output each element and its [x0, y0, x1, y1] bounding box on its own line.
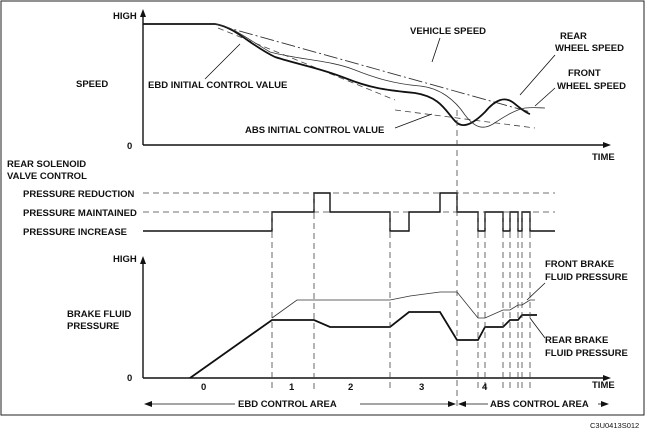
- pressure-graph: [67, 254, 628, 391]
- pressure-time-label: TIME: [592, 380, 615, 391]
- abs-initial-label: ABS INITIAL CONTROL VALUE: [245, 125, 385, 136]
- control-areas: [144, 399, 609, 410]
- solenoid-graph: [7, 159, 555, 238]
- speed-x-arrow: [603, 142, 611, 148]
- ebd-initial-leader: [205, 44, 240, 79]
- solenoid-label-1: REAR SOLENOID: [7, 159, 87, 170]
- abs-area-arrowhead-left: [458, 401, 466, 407]
- pressure-high-label: HIGH: [113, 254, 137, 265]
- speed-zero-label: 0: [127, 141, 133, 152]
- front-wheel-speed-label-2: WHEEL SPEED: [557, 81, 626, 92]
- front-wheel-speed-curve: [215, 24, 545, 127]
- ebd-area-label: EBD CONTROL AREA: [238, 399, 337, 410]
- phase-1-label: 1: [289, 382, 295, 393]
- ebd-initial-label: EBD INITIAL CONTROL VALUE: [148, 80, 288, 91]
- rear-wheel-speed-leader: [520, 55, 555, 95]
- phase-3-label: 3: [419, 382, 425, 393]
- ebd-area-arrowhead-right: [448, 401, 456, 407]
- front-brake-label-2: FLUID PRESSURE: [545, 272, 628, 283]
- rear-wheel-speed-label-1: REAR: [560, 31, 587, 42]
- pressure-increase-label: PRESSURE INCREASE: [23, 227, 127, 238]
- speed-axis-label: SPEED: [76, 79, 109, 90]
- abs-area-label: ABS CONTROL AREA: [490, 399, 589, 410]
- pressure-reduction-label: PRESSURE REDUCTION: [23, 189, 135, 200]
- pressure-maintained-label: PRESSURE MAINTAINED: [23, 208, 137, 219]
- phase-4-label: 4: [482, 382, 488, 393]
- rear-wheel-speed-label-2: WHEEL SPEED: [555, 43, 624, 54]
- rear-brake-leader: [530, 318, 545, 338]
- pressure-zero-label: 0: [127, 373, 133, 384]
- phase-2-label: 2: [348, 382, 354, 393]
- vehicle-speed-line: [218, 25, 530, 112]
- abs-initial-leader: [395, 114, 432, 128]
- speed-time-label: TIME: [592, 152, 615, 163]
- vehicle-speed-label: VEHICLE SPEED: [410, 26, 487, 37]
- speed-graph: [76, 9, 626, 163]
- ebd-area-arrowhead-left: [144, 401, 152, 407]
- front-brake-label-1: FRONT BRAKE: [545, 259, 615, 270]
- abs-area-arrowhead-right: [601, 401, 609, 407]
- rear-wheel-speed-curve: [143, 24, 530, 125]
- speed-high-label: HIGH: [113, 11, 137, 22]
- brake-fluid-label-1: BRAKE FLUID: [67, 309, 132, 320]
- front-wheel-speed-leader: [535, 88, 555, 106]
- phase-0-label: 0: [201, 382, 207, 393]
- solenoid-label-2: VALVE CONTROL: [7, 171, 87, 182]
- brake-fluid-label-2: PRESSURE: [67, 321, 120, 332]
- vehicle-speed-leader: [432, 38, 440, 62]
- speed-y-arrow: [140, 9, 146, 17]
- pressure-y-arrow: [140, 256, 146, 264]
- front-brake-pressure-curve: [272, 292, 535, 318]
- front-wheel-speed-label-1: FRONT: [568, 68, 601, 79]
- phase-dividers: [272, 110, 530, 408]
- rear-brake-label-2: FLUID PRESSURE: [545, 348, 628, 359]
- figure-code: C3U0413S012: [590, 421, 640, 430]
- rear-brake-label-1: REAR BRAKE: [545, 335, 609, 346]
